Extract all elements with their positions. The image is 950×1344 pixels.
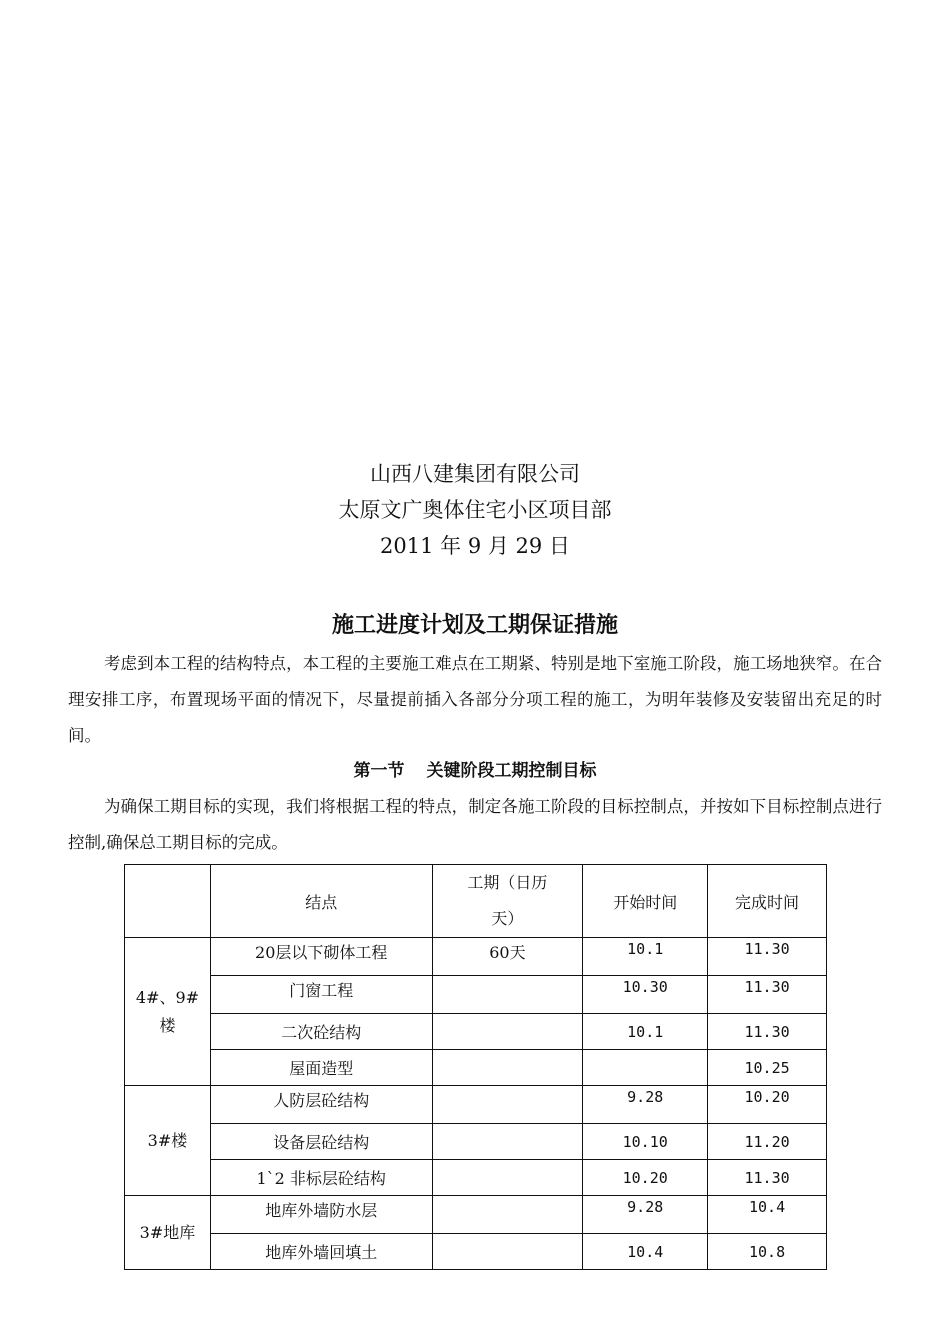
schedule-table: [124, 864, 827, 1270]
finish-cell: 11.30: [708, 938, 827, 976]
table-row: [125, 976, 827, 1014]
section-paragraph: 为确保工期目标的实现，我们将根据工程的特点，制定各施工阶段的目标控制点，并按如下目标控制点进行控制,确保总工期目标的完成。: [68, 797, 882, 852]
department-name: 太原文广奥体住宅小区项目部: [338, 498, 612, 522]
group-name-line2: 楼: [159, 1015, 176, 1035]
finish-cell: 10.8: [708, 1234, 827, 1270]
finish-cell: 11.30: [708, 1160, 827, 1196]
start-cell: 9.28: [583, 1086, 708, 1124]
table-row: [125, 1014, 827, 1050]
start-cell: 10.20: [583, 1160, 708, 1196]
header-period: [432, 865, 583, 938]
header-period-line2: 天）: [491, 909, 524, 928]
node-cell: 地库外墙防水层: [210, 1196, 432, 1234]
node-cell: 设备层砼结构: [210, 1124, 432, 1160]
cover-block: [0, 456, 950, 564]
start-cell: 10.30: [583, 976, 708, 1014]
finish-cell: 11.30: [708, 1014, 827, 1050]
group-cell: [125, 1086, 211, 1196]
start-cell: 10.1: [583, 938, 708, 976]
period-cell: [432, 1124, 583, 1160]
period-cell: [432, 1086, 583, 1124]
start-cell: 10.4: [583, 1234, 708, 1270]
node-cell: 1`2 非标层砼结构: [210, 1160, 432, 1196]
table-header-row: [125, 865, 827, 938]
node-cell: 屋面造型: [210, 1050, 432, 1086]
period-cell: 60天: [432, 938, 583, 976]
finish-cell: 10.20: [708, 1086, 827, 1124]
group-name-line1: 4#、9#: [135, 987, 200, 1007]
period-cell: [432, 1050, 583, 1086]
start-cell: [583, 1050, 708, 1086]
period-cell: [432, 1196, 583, 1234]
table-row: [125, 1196, 827, 1234]
table-row: [125, 1124, 827, 1160]
start-cell: 10.10: [583, 1124, 708, 1160]
node-cell: 门窗工程: [210, 976, 432, 1014]
node-cell: 20层以下砌体工程: [210, 938, 432, 976]
period-cell: [432, 976, 583, 1014]
node-cell: 地库外墙回填土: [210, 1234, 432, 1270]
finish-cell: 11.30: [708, 976, 827, 1014]
header-node: 结点: [210, 865, 432, 938]
header-finish: 完成时间: [708, 865, 827, 938]
section-title: 关键阶段工期控制目标: [426, 761, 597, 781]
start-cell: 10.1: [583, 1014, 708, 1050]
section-heading: [0, 756, 950, 781]
company-name: 山西八建集团有限公司: [370, 462, 580, 486]
table-row: [125, 1086, 827, 1124]
header-start: 开始时间: [583, 865, 708, 938]
group-name-line1: 3#地库: [139, 1222, 196, 1242]
table-row: [125, 1234, 827, 1270]
start-cell: 9.28: [583, 1196, 708, 1234]
table-row: [125, 1050, 827, 1086]
period-cell: [432, 1234, 583, 1270]
header-group: [125, 865, 211, 938]
header-period-line1: 工期（日历: [467, 873, 548, 892]
finish-cell: 11.20: [708, 1124, 827, 1160]
table-row: [125, 1160, 827, 1196]
document-title: 施工进度计划及工期保证措施: [331, 612, 618, 638]
period-cell: [432, 1160, 583, 1196]
group-name-line1: 3#楼: [147, 1130, 188, 1150]
finish-cell: 10.4: [708, 1196, 827, 1234]
group-cell: [125, 1196, 211, 1270]
intro-paragraph: 考虑到本工程的结构特点，本工程的主要施工难点在工期紧、特别是地下室施工阶段，施工场地狭窄。在合理安排工序，布置现场平面的情况下，尽量提前插入各部分分项工程的施工，为明年装修及安装留出充足的时间。: [68, 654, 882, 745]
cover-date: 2011 年 9 月 29 日: [380, 534, 570, 558]
node-cell: 二次砼结构: [210, 1014, 432, 1050]
group-cell: [125, 938, 211, 1086]
node-cell: 人防层砼结构: [210, 1086, 432, 1124]
section-number: 第一节: [353, 761, 405, 781]
period-cell: [432, 1014, 583, 1050]
finish-cell: 10.25: [708, 1050, 827, 1086]
table-row: [125, 938, 827, 976]
